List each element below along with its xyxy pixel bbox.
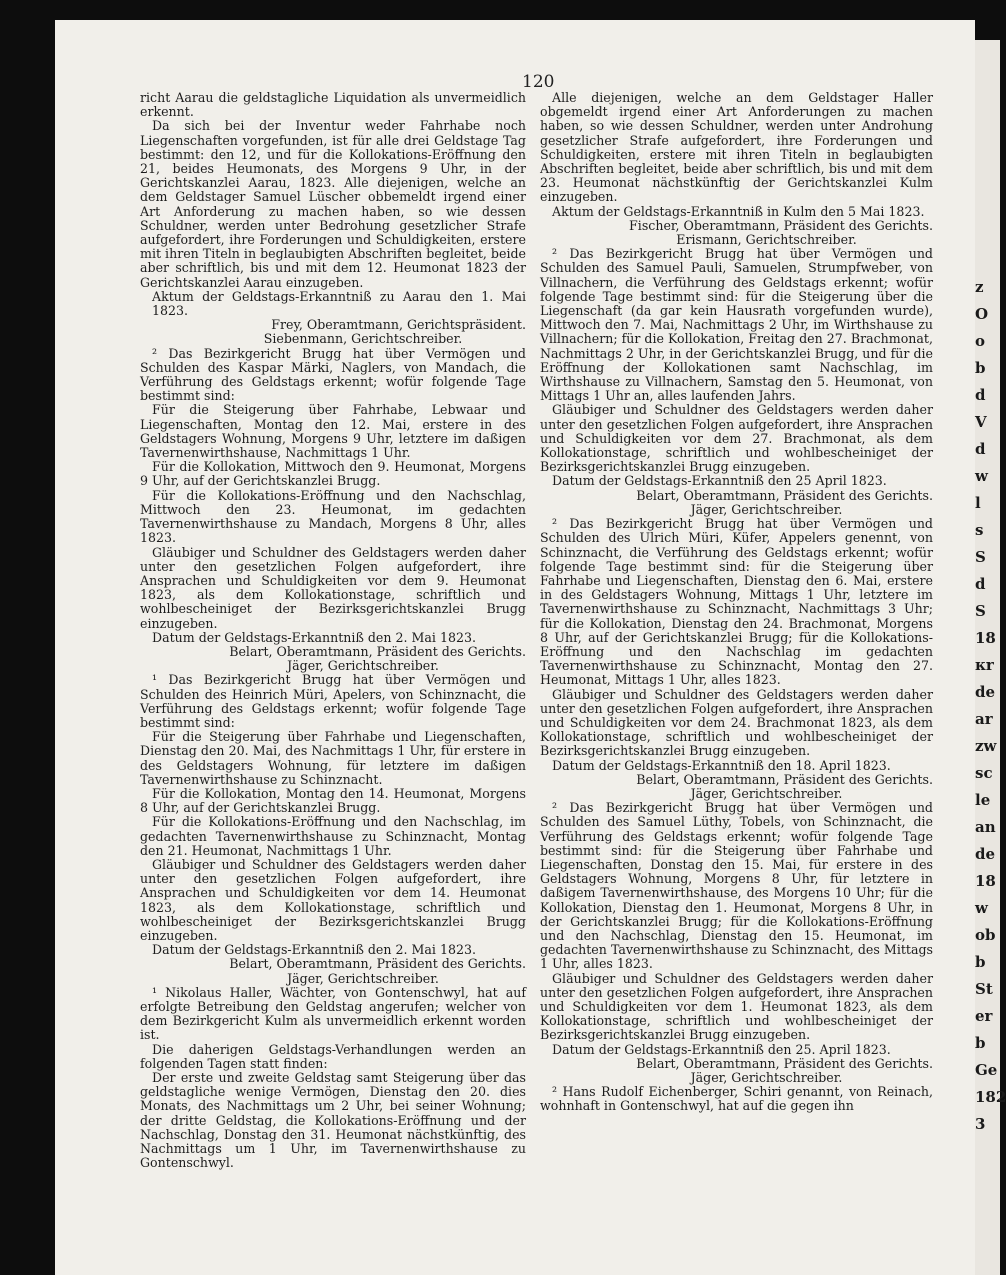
paragraph: Siebenmann, Gerichtschreiber. — [263, 331, 463, 347]
paragraph: Für die Steigerung über Fahrhabe, Lebwaar und Liegenschaften, Montag den 12. Mai, erstere in des Geldstagers Wohnung, Morgens 9 Uhr, letztere im daßigen Tavernenwirthshause, Nachmittags 1 Uhr. — [140, 402, 526, 461]
paragraph: ¹ Das Bezirkgericht Brugg hat über Vermögen und Schulden des Heinrich Müri, Apelers, von Schinznacht, die Verführung des Geldstags erkennt; wofür folgende Tage bestimmt sind: — [140, 672, 526, 730]
edge-fragment: ᴋr — [975, 656, 994, 674]
edge-fragment: 18 — [975, 629, 996, 647]
adjacent-page-edge — [975, 40, 1006, 1275]
paragraph: Die daherigen Geldstags-Verhandlungen werden an folgenden Tagen statt finden: — [140, 1041, 526, 1071]
paragraph: Fischer, Oberamtmann, Präsident des Gerichts. — [629, 217, 933, 233]
paragraph: Für die Kollokation, Montag den 14. Heumonat, Morgens 8 Uhr, auf der Gerichtskanzlei Brugg. — [140, 785, 526, 816]
paragraph: Jäger, Gerichtschreiber. — [690, 1070, 843, 1086]
edge-fragment: w — [975, 899, 988, 917]
paragraph: Jäger, Gerichtschreiber. — [690, 785, 843, 801]
edge-fragment: z — [975, 278, 984, 296]
edge-fragment: le — [975, 791, 991, 809]
paragraph: ² Hans Rudolf Eichenberger, Schiri genannt, von Reinach, wohnhaft in Gontenschwyl, hat auf die gegen ihn — [540, 1084, 933, 1114]
edge-fragment: 18 — [975, 872, 996, 890]
paragraph: Jäger, Gerichtschreiber. — [287, 970, 439, 986]
paragraph: ² Das Bezirkgericht Brugg hat über Vermögen und Schulden des Samuel Lüthy, Tobels, von Schinznacht, die Verführung des Geldstags erkennt; wofür folgende Tage bestimmt sind: für die Steigerung über Fahrhabe und Liegenschaften, Donstag den 15. Mai, für erstere in des Geldstagers Wohnung, Morgens 8 Uhr, für letztere in daßigem Tavernenwirthshause, des Morgens 10 Uhr; für die Kollokation, Dienstag den 1. Heumonat, Morgens 8 Uhr, in der Gerichtskanzlei Brugg; für die Kollokations-Eröffnung und den Nachschlag, Dienstag den 15. Heumonat, im gedachten Tavernenwirthshause zu Schinznacht, des Mittags 1 Uhr, alles 1823. — [540, 800, 933, 972]
paragraph: Datum der Geldstags-Erkanntniß den 18. April 1823. — [552, 757, 891, 773]
paragraph: Für die Kollokations-Eröffnung und den Nachschlag, Mittwoch den 23. Heumonat, im gedachten Tavernenwirthshause zu Mandach, Morgens 8 Uhr, alles 1823. — [140, 487, 526, 546]
page-number: 120 — [522, 72, 555, 92]
paragraph: Gläubiger und Schuldner des Geldstagers werden daher unter den gesetzlichen Folgen aufgefordert, ihre Ansprachen und Schuldigkeiten vor dem 9. Heumonat 1823, als dem Kollokationstage, schriftlich und wohlbescheiniget der Bezirksgerichtskanzlei Brugg einzugeben. — [140, 544, 526, 631]
edge-fragment: d — [975, 440, 986, 458]
paragraph: Belart, Oberamtmann, Präsident des Gerichts. — [229, 643, 526, 659]
paragraph: Belart, Oberamtmann, Präsident des Gerichts. — [229, 956, 526, 972]
paragraph: Da sich bei der Inventur weder Fahrhabe noch Liegenschaften vorgefunden, ist für alle drei Geldstage Tag bestimmt: den 12, und für die Kollokations-Eröffnung den 21, beides Heumonats, des Morgens 9 Uhr, in der Gerichtskanzlei Aarau, 1823. Alle diejenigen, welche an dem Geldstager Samuel Lüscher obbemeldt irgend einer Art Anforderung zu machen haben, so wie dessen Schuldner, werden unter Bedrohung gesetzlicher Strafe aufgefordert, ihre Forderungen und Schuldigkeiten, erstere mit ihren Titeln in beglaubigten Abschriften begleitet, beide aber schriftlich, bis und mit dem 12. Heumonat 1823 der Gerichtskanzlei Aarau einzugeben. — [140, 118, 526, 290]
paragraph: Gläubiger und Schuldner des Geldstagers werden daher unter den gesetzlichen Folgen aufgefordert, ihre Ansprachen und Schuldigkeiten vor dem 27. Brachmonat, als dem Kollokationstage, schriftlich und wohlbescheiniget der Bezirksgerichtskanzlei Brugg einzugeben. — [540, 402, 933, 475]
paragraph: Jäger, Gerichtschreiber. — [287, 658, 439, 674]
paragraph: Aktum der Geldstags-Erkanntniß in Kulm den 5 Mai 1823. — [552, 203, 925, 219]
paragraph: Gläubiger und Schuldner des Geldstagers werden daher unter den gesetzlichen Folgen aufgefordert, ihre Ansprachen und Schuldigkeiten vor dem 14. Heumonat 1823, als dem Kollokationstage, schriftlich und wohlbescheiniget der Bezirksgerichtskanzlei Brugg einzugeben. — [140, 856, 526, 943]
edge-fragment: 3 — [975, 1115, 986, 1133]
edge-fragment: ob — [975, 926, 996, 944]
paragraph: ¹ Nikolaus Haller, Wächter, von Gontenschwyl, hat auf erfolgte Betreibung den Geldstag angerufen; welcher von dem Bezirkgericht Kulm als unvermeidlich erkennt worden ist. — [140, 984, 526, 1043]
edge-fragment: S — [975, 602, 986, 620]
edge-fragment: St — [975, 980, 993, 998]
edge-fragment: d — [975, 386, 986, 404]
paragraph: Erismann, Gerichtschreiber. — [676, 232, 857, 248]
paragraph: Für die Steigerung über Fahrhabe und Liegenschaften, Dienstag den 20. Mai, des Nachmittags 1 Uhr, für erstere in des Geldstagers Wohnung, für letztere im daßigen Tavernenwirthshause zu Schinznacht. — [140, 729, 526, 787]
paragraph: Gläubiger und Schuldner des Geldstagers werden daher unter den gesetzlichen Folgen aufgefordert, ihre Ansprachen und Schuldigkeiten vor dem 24. Brachmonat 1823, als dem Kollokationstage, schriftlich und wohlbescheiniget der Bezirksgerichtskanzlei Brugg einzugeben. — [540, 686, 933, 759]
edge-fragment: ar — [975, 710, 993, 728]
edge-fragment: zw — [975, 737, 997, 755]
left-column — [140, 91, 526, 1170]
paragraph: Datum der Geldstags-Erkanntniß den 2. Mai 1823. — [152, 629, 477, 645]
edge-fragment: b — [975, 953, 986, 971]
paragraph: Datum der Geldstags-Erkanntniß den 2. Mai 1823. — [152, 942, 477, 958]
edge-fragment: o — [975, 332, 986, 350]
edge-fragment: O — [975, 305, 989, 323]
paragraph: Aktum der Geldstags-Erkanntniß zu Aarau den 1. Mai 1823. — [152, 288, 526, 319]
edge-fragment: de — [975, 683, 996, 701]
edge-fragment: s — [975, 521, 984, 539]
edge-fragment: Ge — [975, 1061, 998, 1079]
paragraph: ² Das Bezirkgericht Brugg hat über Vermögen und Schulden des Samuel Pauli, Samuelen, Strumpfweber, von Villnachern, die Verführung des Geldstags erkennt; wofür folgende Tage bestimmt sind: für die Steigerung über die Liegenschaft (da gar kein Hausrath vorgefunden wurde), Mittwoch den 7. Mai, Nachmittags 2 Uhr, im Wirthshause zu Villnachern; für die Kollokation, Freitag den 27. Brachmonat, Nachmittags 2 Uhr, in der Gerichtskanzlei Brugg, und für die Eröffnung der Kollokationen samt Nachschlag, im Wirthshause zu Villnachern, Samstag den 5. Heumonat, von Mittags 1 Uhr an, alles laufenden Jahrs. — [540, 246, 933, 404]
paragraph: Belart, Oberamtmann, Präsident des Gerichts. — [636, 771, 933, 787]
paragraph: Frey, Oberamtmann, Gerichtspräsident. — [271, 317, 526, 333]
paragraph: Jäger, Gerichtschreiber. — [690, 501, 843, 517]
edge-fragment: b — [975, 1034, 986, 1052]
paragraph: Für die Kollokations-Eröffnung und den Nachschlag, im gedachten Tavernenwirthshause zu Schinznacht, Montag den 21. Heumonat, Nachmittags 1 Uhr. — [140, 814, 526, 858]
paragraph: ² Das Bezirkgericht Brugg hat über Vermögen und Schulden des Kaspar Märki, Naglers, von Mandach, die Verführung des Geldstags erkennt; wofür folgende Tage bestimmt sind: — [140, 345, 526, 404]
paragraph: Datum der Geldstags-Erkanntniß den 25. April 1823. — [552, 1041, 891, 1057]
paragraph: richt Aarau die geldstagliche Liquidation als unvermeidlich erkennt. — [140, 90, 526, 120]
edge-fragment: de — [975, 845, 996, 863]
edge-fragment: 182 — [975, 1088, 1006, 1106]
paragraph: Alle diejenigen, welche an dem Geldstager Haller obgemeldt irgend einer Art Anforderungen zu machen haben, so wie dessen Schuldner, werden unter Androhung gesetzlicher Strafe aufgefordert, ihre Forderungen und Schuldigkeiten, erstere mit ihren Titeln in beglaubigten Abschriften begleitet, beide aber schriftlich, bis und mit dem 23. Heumonat nächstkünftig der Gerichtskanzlei Kulm einzugeben. — [540, 90, 933, 205]
paragraph: Datum der Geldstags-Erkanntniß den 25 April 1823. — [552, 473, 887, 489]
right-column — [540, 91, 933, 1114]
paragraph: Der erste und zweite Geldstag samt Steigerung über das geldstagliche wenige Vermögen, Dienstag den 20. dies Monats, des Nachmittags um 2 Uhr, bei seiner Wohnung; der dritte Geldstag, die Kollokations-Eröffnung und der Nachschlag, Donstag den 31. Heumonat nächstkünftig, des Nachmittags um 1 Uhr, im Tavernenwirthshause zu Gontenschwyl. — [140, 1070, 526, 1171]
edge-fragment: sc — [975, 764, 993, 782]
edge-fragment: er — [975, 1007, 993, 1025]
edge-fragment: w — [975, 467, 988, 485]
edge-fragment: b — [975, 359, 986, 377]
paragraph: Belart, Oberamtmann, Präsident des Gerichts. — [636, 1055, 933, 1071]
edge-fragment: S — [975, 548, 986, 566]
paragraph: ² Das Bezirkgericht Brugg hat über Vermögen und Schulden des Ulrich Müri, Küfer, Appelers genennt, von Schinznacht, die Verführung des Geldstags erkennt; wofür folgende Tage bestimmt sind: für die Steigerung über Fahrhabe und Liegenschaften, Dienstag den 6. Mai, erstere in des Geldstagers Wohnung, Mittags 1 Uhr, letztere im Tavernenwirthshause zu Schinznacht, Nachmittags 3 Uhr; für die Kollokation, Dienstag den 24. Brachmonat, Morgens 8 Uhr, auf der Gerichtskanzlei Brugg; für die Kollokations-Eröffnung und den Nachschlag im gedachten Tavernenwirthshause zu Schinznacht, Montag den 27. Heumonat, Mittags 1 Uhr, alles 1823. — [540, 516, 933, 688]
edge-fragment: an — [975, 818, 996, 836]
paragraph: Belart, Oberamtmann, Präsident des Gerichts. — [636, 487, 933, 503]
edge-fragment: l — [975, 494, 981, 512]
edge-fragment: d — [975, 575, 986, 593]
edge-fragment: V — [975, 413, 987, 431]
paragraph: Für die Kollokation, Mittwoch den 9. Heumonat, Morgens 9 Uhr, auf der Gerichtskanzlei Brugg. — [140, 459, 526, 489]
paragraph: Gläubiger und Schuldner des Geldstagers werden daher unter den gesetzlichen Folgen aufgefordert, ihre Ansprachen und Schuldigkeiten vor dem 1. Heumonat 1823, als dem Kollokationstage, schriftlich und wohlbescheiniget der Bezirksgerichtskanzlei Brugg einzugeben. — [540, 970, 933, 1043]
